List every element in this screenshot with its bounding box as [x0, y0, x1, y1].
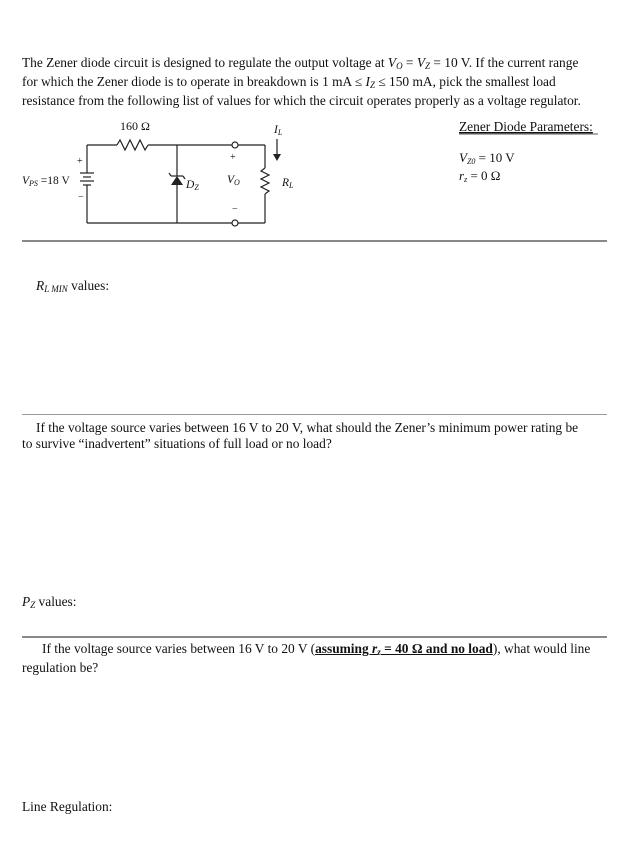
zener-params-heading: Zener Diode Parameters:: [459, 119, 593, 134]
question-2-line-2: to survive “inadvertent” situations of full load or no load?: [22, 436, 332, 451]
source-minus: −: [78, 192, 84, 203]
problem-line-3: resistance from the following list of values for which the circuit operates properly as a voltage regulator.: [22, 93, 581, 108]
zener-param-rz: rz = 0 Ω: [459, 168, 501, 184]
question-3-line-2: regulation be?: [22, 660, 99, 675]
question-2: [22, 420, 578, 452]
zener-param-vz0: VZ0 = 10 V: [459, 150, 515, 166]
output-label: VO: [227, 174, 240, 187]
question-2-line-1: If the voltage source varies between 16 V to 20 V, what should the Zener’s minimum power rating be: [36, 420, 579, 435]
zener-circuit-diagram: [0, 0, 643, 250]
source-plus: +: [77, 156, 83, 167]
source-label: VPS =18 V: [22, 175, 70, 188]
output-terminal-bottom: [232, 220, 238, 226]
question-3: [22, 641, 590, 676]
zener-bar-tick-right: [183, 176, 185, 179]
line-regulation-label: Line Regulation:: [22, 799, 113, 814]
pz-label: $P_Z$ values:: [22, 594, 77, 610]
zener-triangle: [171, 176, 183, 185]
diode-label: DZ: [186, 179, 199, 192]
current-label: IL: [274, 124, 283, 137]
current-arrow-head: [273, 154, 281, 161]
series-resistor: [117, 140, 148, 150]
resistor-label: 160 Ω: [120, 119, 150, 133]
load-label: RL: [282, 177, 294, 190]
problem-line-2-render: for which the Zener diode is to operate in breakdown is 1 mA ≤ $I_Z \le 150$ mA, pick the smallest load: [22, 74, 556, 90]
problem-line-1-render: The Zener diode circuit is designed to regulate the output voltage at $V_O = V_Z = 10$ V. If the current range: [22, 55, 579, 71]
output-plus: +: [230, 152, 236, 163]
section-divider-2: [22, 414, 607, 415]
section-divider-3: [22, 636, 607, 638]
rl-min-label: $R_{L MIN}$ values:: [36, 278, 110, 294]
zener-bar-tick-left: [169, 173, 171, 176]
section-divider-1: [22, 240, 607, 242]
load-resistor: [261, 168, 269, 194]
question-3-line-1: If the voltage source varies between 16 V to 20 V (assuming $r_z = 40$ Ω and no load), what would line: [42, 641, 591, 657]
output-terminal-top: [232, 142, 238, 148]
output-minus: −: [232, 204, 238, 215]
